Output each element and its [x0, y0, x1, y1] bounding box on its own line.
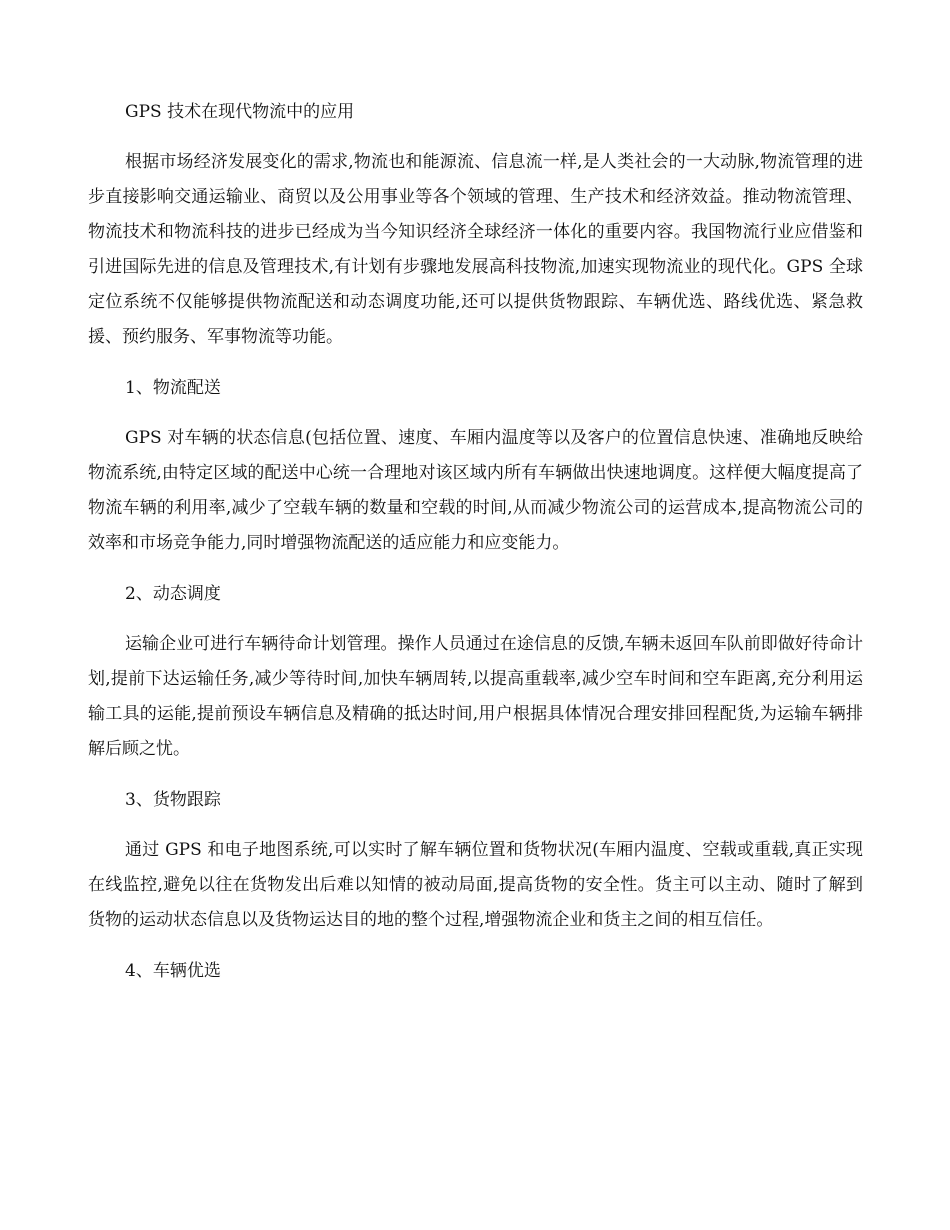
intro-paragraph: 根据市场经济发展变化的需求,物流也和能源流、信息流一样,是人类社会的一大动脉,物流管理的进步直接影响交通运输业、商贸以及公用事业等各个领域的管理、生产技术和经济效益。推动物流管理、物流技术和物流科技的进步已经成为当今知识经济全球经济一体化的重要内容。我国物流行业应借鉴和引进国际先进的信息及管理技术,有计划有步骤地发展高科技物流,加速实现物流业的现代化。GPS 全球定位系统不仅能够提供物流配送和动态调度功能,还可以提供货物跟踪、车辆优选、路线优选、紧急救援、预约服务、军事物流等功能。	[88, 152, 863, 347]
section-body-2: 运输企业可进行车辆待命计划管理。操作人员通过在途信息的反馈,车辆未返回车队前即做好待命计划,提前下达运输任务,减少等待时间,加快车辆周转,以提高重载率,减少空车时间和空车距离,充分利用运输工具的运能,提前预设车辆信息及精确的抵达时间,用户根据具体情况合理安排回程配货,为运输车辆排解后顾之忧。	[88, 634, 863, 759]
document-page	[88, 94, 863, 989]
spacer	[88, 938, 863, 953]
section-heading-2: 2、动态调度	[125, 584, 221, 604]
section-heading-3: 3、货物跟踪	[125, 790, 221, 810]
spacer	[88, 130, 863, 145]
document-title: GPS 技术在现代物流中的应用	[125, 102, 355, 122]
spacer	[88, 818, 863, 833]
spacer	[88, 561, 863, 576]
spacer	[88, 355, 863, 370]
section-body-1: GPS 对车辆的状态信息(包括位置、速度、车厢内温度等以及客户的位置信息快速、准确地反映给物流系统,由特定区域的配送中心统一合理地对该区域内所有车辆做出快速地调度。这样便大幅度提高了物流车辆的利用率,减少了空载车辆的数量和空载的时间,从而减少物流公司的运营成本,提高物流公司的效率和市场竞争能力,同时增强物流配送的适应能力和应变能力。	[88, 428, 863, 553]
spacer	[88, 767, 863, 782]
section-body-3: 通过 GPS 和电子地图系统,可以实时了解车辆位置和货物状况(车厢内温度、空载或重载,真正实现在线监控,避免以往在货物发出后难以知情的被动局面,提高货物的安全性。货主可以主动、随时了解到货物的运动状态信息以及货物运达目的地的整个过程,增强物流企业和货主之间的相互信任。	[88, 840, 863, 930]
spacer	[88, 406, 863, 421]
section-heading-1: 1、物流配送	[125, 378, 221, 398]
spacer	[88, 612, 863, 627]
section-heading-4: 4、车辆优选	[125, 961, 221, 981]
